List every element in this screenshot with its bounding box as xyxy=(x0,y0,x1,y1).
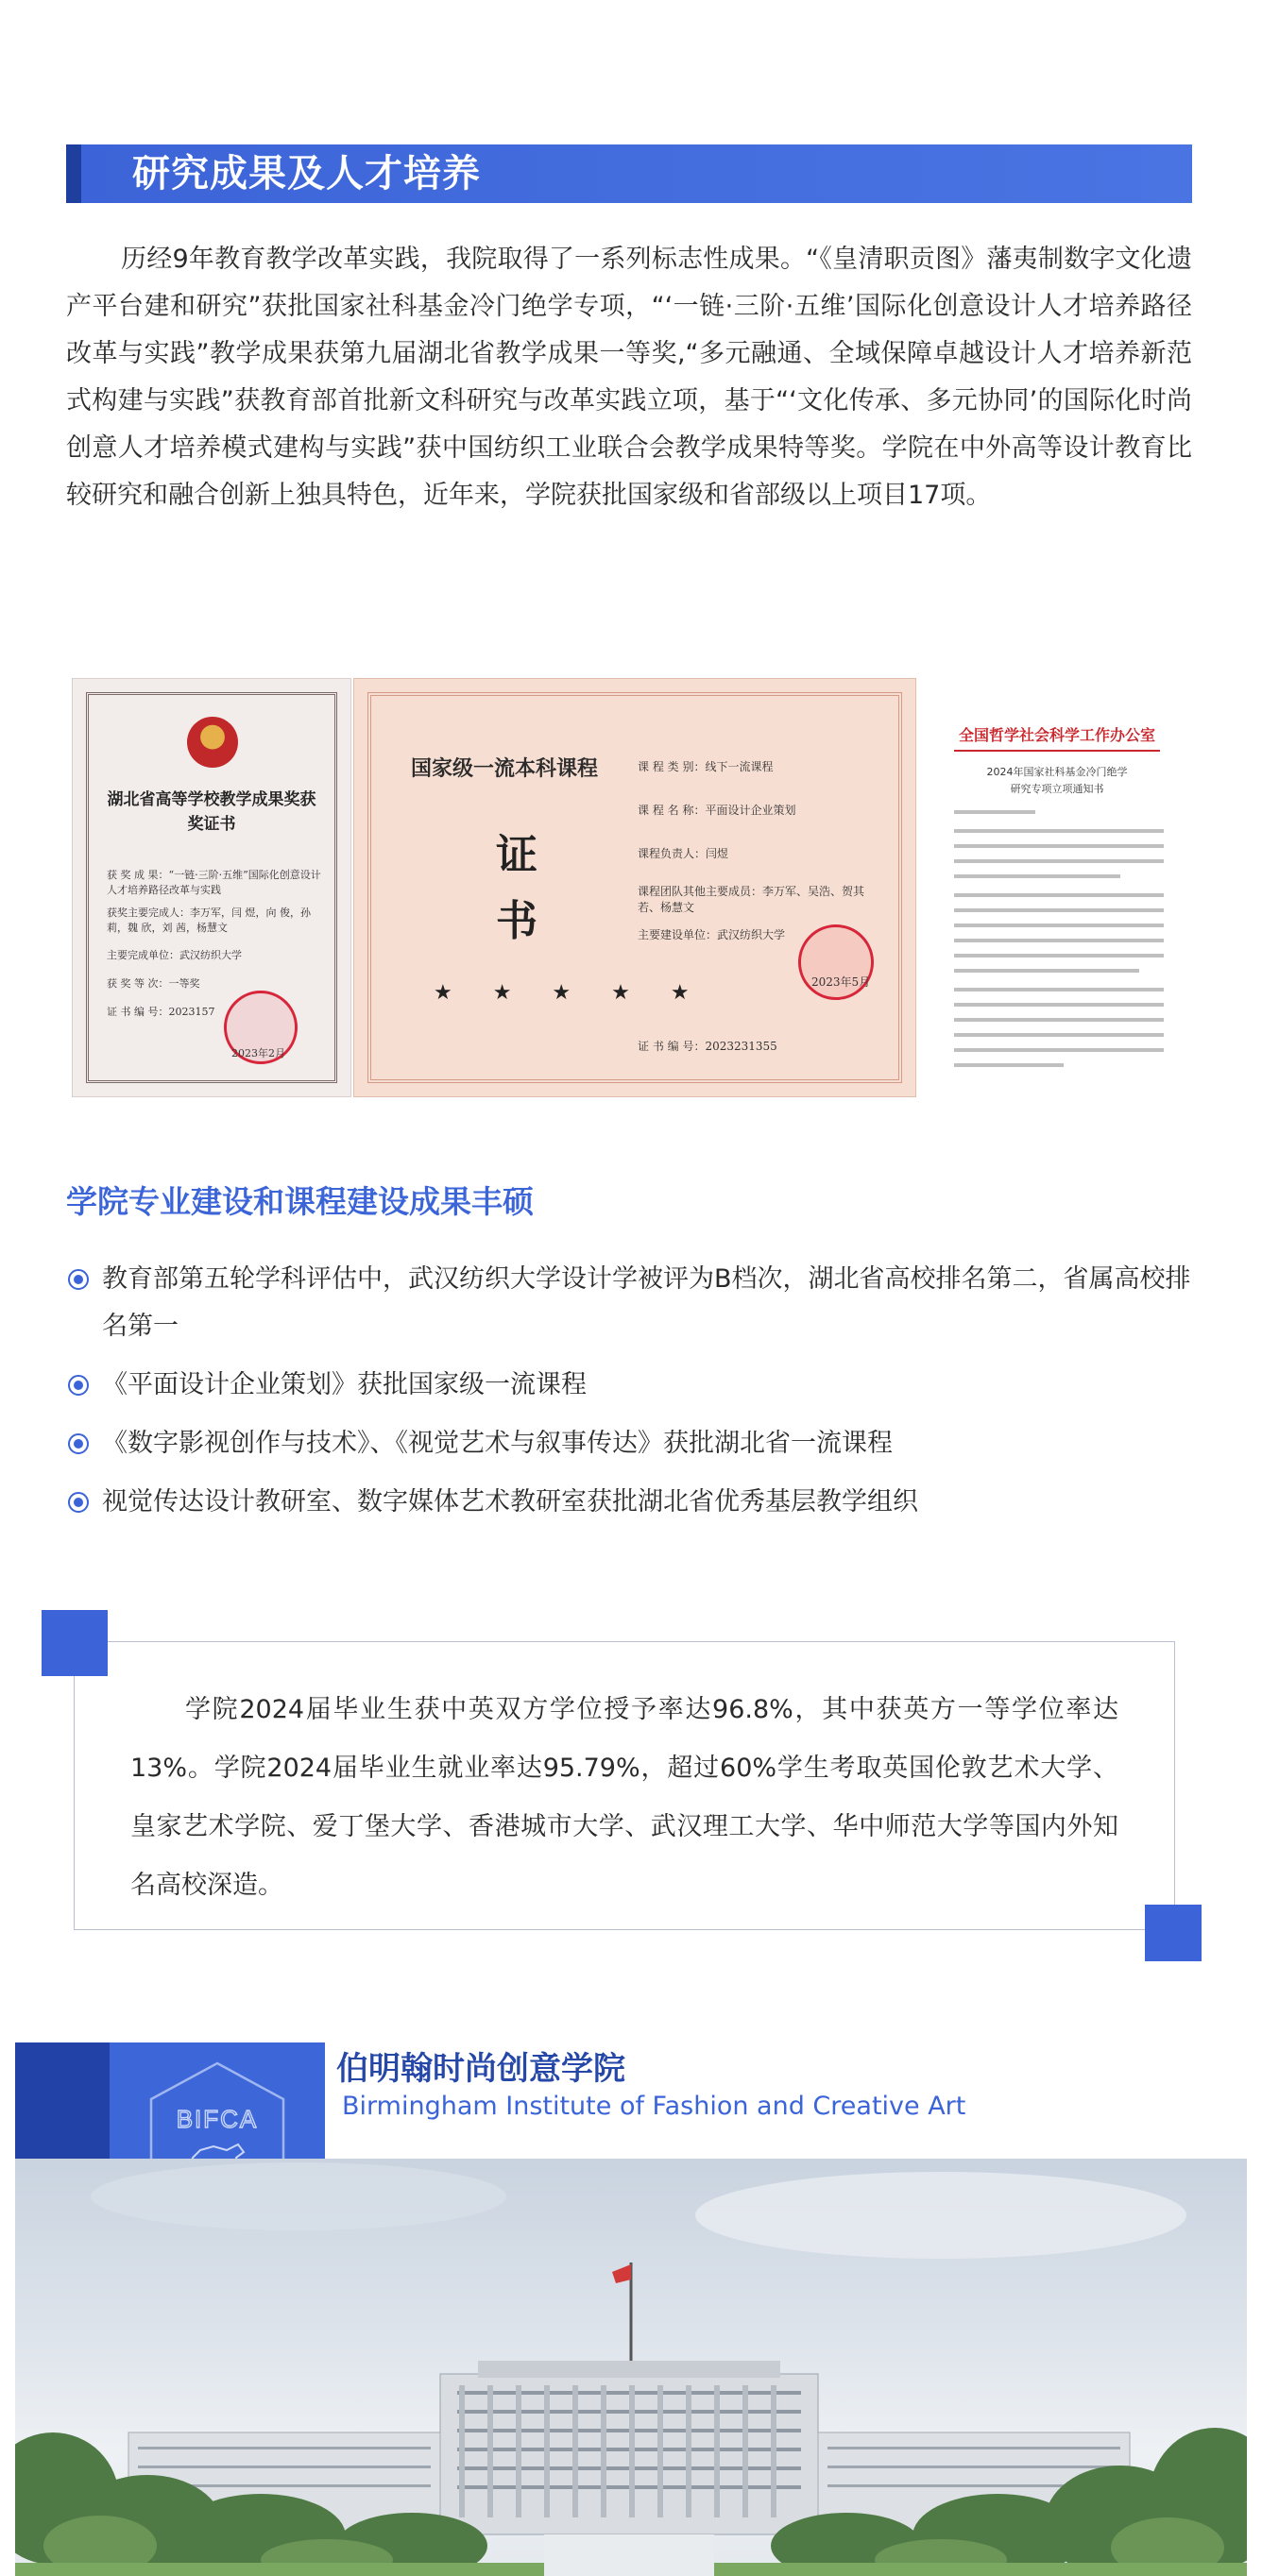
institute-name-cn: 伯明翰时尚创意学院 xyxy=(336,2050,625,2088)
list-item xyxy=(66,1479,1192,1526)
institute-name-en: Birmingham Institute of Fashion and Creative Art xyxy=(342,2092,966,2121)
text-line xyxy=(954,1033,1164,1037)
text-line xyxy=(954,939,1164,942)
cert2-field: 证 书 编 号：2023231355 xyxy=(638,1040,777,1053)
box-corner-square xyxy=(1145,1905,1202,1961)
text-line xyxy=(954,1048,1164,1052)
certificate-row xyxy=(72,678,1177,1097)
text-line xyxy=(954,1018,1164,1022)
bullet-icon xyxy=(68,1433,89,1454)
cert1-heading: 湖北省高等学校教学成果奖获奖证书 xyxy=(107,790,316,834)
cert2-field: 课程负责人：闫煜 xyxy=(638,847,729,860)
cert2-field: 主要建设单位：武汉纺织大学 xyxy=(638,928,786,941)
cert1-date: 2023年2月 xyxy=(231,1047,285,1059)
cert1-line: 主要完成单位：武汉纺织大学 xyxy=(107,949,242,961)
cert1-line: 获 奖 成 果：“一链·三阶·五维”国际化创意设计人才培养路径改革与实践 xyxy=(107,869,321,896)
list-item-text: 《平面设计企业策划》获批国家级一流课程 xyxy=(102,1370,587,1399)
text-line xyxy=(954,1063,1064,1067)
text-line xyxy=(954,810,1035,814)
achievement-list xyxy=(66,1256,1192,1537)
bullet-icon xyxy=(68,1375,89,1396)
list-item-text: 视觉传达设计教研室、数字媒体艺术教研室获批湖北省优秀基层教学组织 xyxy=(102,1487,918,1517)
cert1-line: 获 奖 等 次：一等奖 xyxy=(107,977,200,990)
cert2-big-char: 书 xyxy=(496,897,537,945)
box-corner-square xyxy=(42,1610,108,1676)
text-line xyxy=(954,874,1120,878)
text-line xyxy=(954,829,1164,833)
graduate-stats-text: 学院2024届毕业生获中英双方学位授予率达96.8%，其中获英方一等学位率达13%。学院2024届毕业生就业率达95.79%，超过60%学生考取英国伦敦艺术大学、皇家艺术学院、爱丁堡大学、香港城市大学、武汉理工大学、华中师范大学等国内外知名高校深造。 xyxy=(130,1695,1118,1900)
cert3-subtitle: 研究专项立项通知书 xyxy=(1010,783,1104,795)
cert3-heading: 全国哲学社会科学工作办公室 xyxy=(958,726,1155,744)
bullet-icon xyxy=(68,1492,89,1513)
text-line xyxy=(954,1003,1164,1007)
subsection-title: 学院专业建设和课程建设成果丰硕 xyxy=(66,1183,534,1220)
text-line xyxy=(954,988,1164,991)
cert2-field: 课 程 类 别：线下一流课程 xyxy=(638,760,774,773)
provincial-award-certificate xyxy=(72,678,351,1097)
cert1-line: 证 书 编 号：2023157 xyxy=(107,1006,215,1018)
text-line xyxy=(954,893,1164,897)
project-notice-document xyxy=(937,678,1177,1097)
national-emblem-icon xyxy=(187,717,238,768)
cert2-field: 课程团队其他主要成员：李万军、吴浩、贺其若、杨慧文 xyxy=(638,885,865,914)
stars-icon: ★ ★ ★ ★ ★ xyxy=(434,981,707,1005)
list-item xyxy=(66,1420,1192,1467)
list-item xyxy=(66,1256,1192,1350)
list-item xyxy=(66,1362,1192,1409)
text-line xyxy=(954,924,1164,927)
campus-building-illustration xyxy=(15,2159,1247,2576)
text-line xyxy=(954,908,1164,912)
section-title: 研究成果及人才培养 xyxy=(132,152,481,195)
list-item-text: 《数字影视创作与技术》、《视觉艺术与叙事传达》获批湖北省一流课程 xyxy=(102,1429,893,1458)
cert3-subtitle: 2024年国家社科基金冷门绝学 xyxy=(986,766,1128,778)
cert1-line: 获奖主要完成人：李万军，闫 煜，向 俊，孙 莉，魏 欣，刘 茜，杨慧文 xyxy=(107,907,311,934)
section-header-stub xyxy=(66,144,81,203)
cert2-date: 2023年5月 xyxy=(811,975,871,989)
intro-paragraph: 历经9年教育教学改革实践，我院取得了一系列标志性成果。“《皇清职贡图》藩夷制数字文化遗产平台建和研究”获批国家社科基金冷门绝学专项，“‘一链·三阶·五维’国际化创意设计人才培养路径改革与实践”教学成果获第九届湖北省教学成果一等奖,“多元融通、全域保障卓越设计人才培养新范式构建与实践”获教育部首批新文科研究与改革实践立项，基于“‘文化传承、多元协同’的国际化时尚创意人才培养模式建构与实践”获中国纺织工业联合会教学成果特等奖。学院在中外高等设计教育比较研究和融合创新上独具特色，近年来，学院获批国家级和省部级以上项目17项。 xyxy=(66,245,1192,510)
red-rule xyxy=(954,750,1160,752)
cert2-field: 课 程 名 称：平面设计企业策划 xyxy=(638,804,796,817)
text-line xyxy=(954,954,1164,958)
text-line xyxy=(954,844,1164,848)
list-item-text: 教育部第五轮学科评估中，武汉纺织大学设计学被评为B档次，湖北省高校排名第二，省属高校排名第一 xyxy=(102,1264,1191,1341)
text-line xyxy=(954,859,1164,863)
national-course-certificate xyxy=(353,678,916,1097)
logo-text: BIFCA xyxy=(176,2105,259,2133)
text-line xyxy=(954,969,1139,973)
campus-photo xyxy=(15,2159,1247,2576)
bullet-icon xyxy=(68,1269,89,1290)
cert2-heading: 国家级一流本科课程 xyxy=(411,756,599,781)
section-header-bar xyxy=(66,144,1192,203)
cert2-big-char: 证 xyxy=(496,831,537,879)
